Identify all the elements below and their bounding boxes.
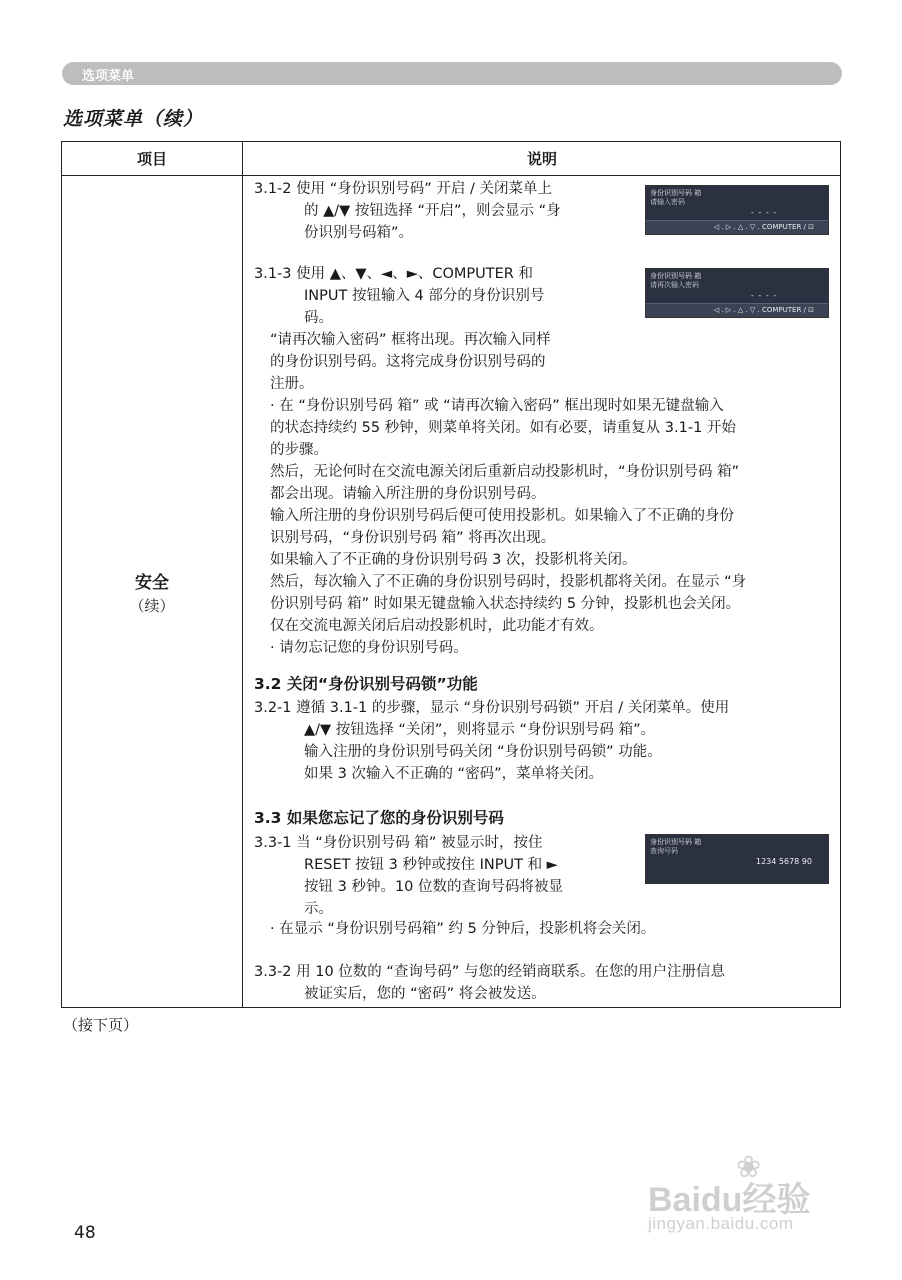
note-line: 的步骤。 [270, 442, 328, 458]
watermark-logo: Baidu经验 [648, 1181, 811, 1219]
column-divider [242, 142, 243, 1007]
screen-title: 身份识别号码 箱 [650, 189, 702, 197]
step-312-line: 的 ▲/▼ 按钮选择 “开启”，则会显示 “身 [304, 203, 561, 219]
step-331-note: · 在显示 “身份识别号码箱” 约 5 分钟后，投影机将会关闭。 [270, 921, 656, 937]
step-332-line: 3.3-2 用 10 位数的 “查询号码” 与您的经销商联系。在您的用户注册信息 [254, 964, 726, 980]
screen-title: 身份识别号码 箱 [650, 272, 702, 280]
note-line: · 请勿忘记您的身份识别号码。 [270, 640, 468, 656]
step-321-line: 如果 3 次输入不正确的 “密码”，菜单将关闭。 [304, 766, 604, 782]
pin-box-screen [645, 185, 829, 235]
screen-footer-keys: ◁ . ▷ . △ . ▽ . COMPUTER / ⊡ [646, 303, 828, 317]
note-line: 输入所注册的身份识别号码后便可使用投影机。如果输入了不正确的身份 [270, 508, 734, 524]
continued-note: （接下页） [63, 1016, 139, 1034]
row-label-sub: （续） [129, 597, 175, 615]
column-header-item: 项目 [136, 150, 167, 168]
note-line: 识别号码，“身份识别号码 箱” 将再次出现。 [270, 530, 556, 546]
section-band-label: 选项菜单 [82, 69, 135, 84]
section-heading-32: 3.2 关闭“身份识别号码锁”功能 [254, 675, 478, 693]
step-313-line: 的身份识别号码。这将完成身份识别号码的 [270, 354, 546, 370]
note-line: 然后，每次输入了不正确的身份识别号码时，投影机都将关闭。在显示 “身 [270, 574, 747, 590]
page-number: 48 [74, 1223, 96, 1243]
column-header-description: 说明 [526, 150, 557, 168]
screen-title: 身份识别号码 箱 [650, 838, 702, 846]
step-331-line: 3.3-1 当 “身份识别号码 箱” 被显示时，按住 [254, 835, 543, 851]
step-313-line: 注册。 [270, 376, 314, 392]
page-title: 选项菜单（续） [63, 108, 204, 130]
section-heading-33: 3.3 如果您忘记了您的身份识别号码 [254, 809, 504, 827]
step-331-line: 按钮 3 秒钟。10 位数的查询号码将被显 [304, 879, 564, 895]
step-313-line: 3.1-3 使用 ▲、▼、◄、►、COMPUTER 和 [254, 266, 533, 282]
note-line: 份识别号码 箱” 时如果无键盘输入状态持续约 5 分钟，投影机也会关闭。 [270, 596, 741, 612]
step-321-line: ▲/▼ 按钮选择 “关闭”，则将显示 “身份识别号码 箱”。 [304, 722, 656, 738]
note-line: 仅在交流电源关闭后启动投影机时，此功能才有效。 [270, 618, 604, 634]
row-label-security [62, 568, 242, 616]
step-312-line: 3.1-2 使用 “身份识别号码” 开启 / 关闭菜单上 [254, 181, 552, 197]
step-331-line: RESET 按钮 3 秒钟或按住 INPUT 和 ► [304, 857, 558, 873]
screen-label: 请再次输入密码 [650, 281, 699, 289]
watermark [648, 1150, 848, 1242]
note-line: 都会出现。请输入所注册的身份识别号码。 [270, 486, 546, 502]
step-332-line: 被证实后，您的 “密码” 将会被发送。 [304, 986, 546, 1002]
header-divider [62, 175, 840, 176]
step-331-line: 示。 [304, 901, 333, 917]
screen-label: 查询号码 [650, 847, 678, 855]
screen-pin-dashes: - - - - [751, 208, 778, 217]
step-312-line: 份识别号码箱”。 [304, 225, 414, 241]
paw-icon: ❀ [736, 1150, 762, 1185]
note-line: 然后，无论何时在交流电源关闭后重新启动投影机时，“身份识别号码 箱” [270, 464, 740, 480]
row-label-main: 安全 [135, 573, 169, 593]
screen-pin-dashes: - - - - [751, 291, 778, 300]
step-313-line: 码。 [304, 310, 333, 326]
note-line: · 在 “身份识别号码 箱” 或 “请再次输入密码” 框出现时如果无键盘输入 [270, 398, 724, 414]
note-line: 如果输入了不正确的身份识别号码 3 次，投影机将关闭。 [270, 552, 637, 568]
note-line: 的状态持续约 55 秒钟，则菜单将关闭。如有必要，请重复从 3.1-1 开始 [270, 420, 736, 436]
screen-footer-keys: ◁ . ▷ . △ . ▽ . COMPUTER / ⊡ [646, 220, 828, 234]
reenter-pin-screen [645, 268, 829, 318]
step-313-line: INPUT 按钮输入 4 部分的身份识别号 [304, 288, 545, 304]
step-313-line: “请再次输入密码” 框将出现。再次输入同样 [270, 332, 551, 348]
step-321-line: 输入注册的身份识别号码关闭 “身份识别号码锁” 功能。 [304, 744, 662, 760]
inquiry-code: 1234 5678 90 [756, 857, 812, 866]
section-band [62, 62, 842, 85]
inquiry-code-screen [645, 834, 829, 884]
step-321-line: 3.2-1 遵循 3.1-1 的步骤，显示 “身份识别号码锁” 开启 / 关闭菜单。使用 [254, 700, 730, 716]
screen-label: 请输入密码 [650, 198, 685, 206]
watermark-url: jingyan.baidu.com [648, 1214, 794, 1233]
